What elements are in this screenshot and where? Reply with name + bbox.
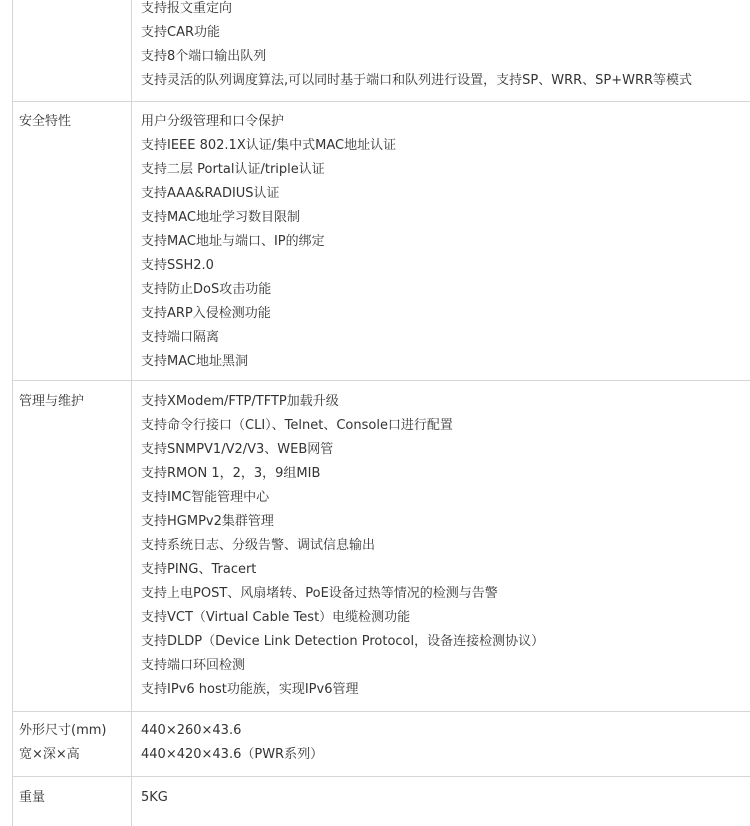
spec-item: 5KG bbox=[141, 790, 168, 805]
spec-item: 支持IMC智能管理中心 bbox=[141, 490, 270, 505]
table-column-divider bbox=[131, 0, 132, 826]
spec-item: 支持PING、Tracert bbox=[141, 562, 257, 577]
row-divider bbox=[12, 711, 750, 712]
spec-item: 支持RMON 1，2，3，9组MIB bbox=[141, 466, 321, 481]
spec-item: 支持MAC地址与端口、IP的绑定 bbox=[141, 234, 325, 249]
spec-item: 支持命令行接口（CLI）、Telnet、Console口进行配置 bbox=[141, 418, 453, 433]
spec-item: 支持AAA&RADIUS认证 bbox=[141, 186, 280, 201]
row-values-qos bbox=[141, 0, 746, 93]
spec-item: 支持MAC地址学习数目限制 bbox=[141, 210, 300, 225]
spec-item: 支持XModem/FTP/TFTP加载升级 bbox=[141, 394, 339, 409]
spec-item: 支持二层 Portal认证/triple认证 bbox=[141, 162, 325, 177]
spec-item: 440×420×43.6（PWR系列） bbox=[141, 747, 324, 762]
spec-item: 支持防止DoS攻击功能 bbox=[141, 282, 272, 297]
spec-item: 支持SSH2.0 bbox=[141, 258, 214, 273]
spec-item: 支持DLDP（Device Link Detection Protocol，设备连接检测协议） bbox=[141, 634, 545, 649]
spec-item: 支持报文重定向 bbox=[141, 1, 233, 16]
row-label-dimensions bbox=[19, 719, 129, 767]
spec-item: 支持CAR功能 bbox=[141, 25, 221, 40]
spec-item: 支持8个端口输出队列 bbox=[141, 49, 267, 64]
spec-item: 支持SNMPV1/V2/V3、WEB网管 bbox=[141, 442, 334, 457]
spec-item: 支持ARP入侵检测功能 bbox=[141, 306, 271, 321]
row-divider bbox=[12, 101, 750, 102]
row-values-weight bbox=[141, 786, 746, 810]
spec-item: 支持上电POST、风扇堵转、PoE设备过热等情况的检测与告警 bbox=[141, 586, 498, 601]
spec-item: 支持MAC地址黑洞 bbox=[141, 354, 248, 369]
spec-item: 支持IEEE 802.1X认证/集中式MAC地址认证 bbox=[141, 138, 397, 153]
dimensions-label-line: 宽×深×高 bbox=[19, 747, 80, 762]
spec-item: 440×260×43.6 bbox=[141, 723, 242, 738]
row-divider bbox=[12, 776, 750, 777]
table-left-border bbox=[12, 0, 13, 826]
row-label-weight: 重量 bbox=[19, 790, 46, 805]
spec-item: 支持VCT（Virtual Cable Test）电缆检测功能 bbox=[141, 610, 411, 625]
spec-table bbox=[12, 0, 750, 826]
spec-item: 支持端口环回检测 bbox=[141, 658, 246, 673]
row-values-security bbox=[141, 110, 746, 374]
row-values-dimensions bbox=[141, 719, 746, 767]
row-values-management bbox=[141, 390, 746, 702]
row-label-security: 安全特性 bbox=[19, 114, 72, 129]
spec-item: 用户分级管理和口令保护 bbox=[141, 114, 285, 129]
row-divider bbox=[12, 380, 750, 381]
spec-item: 支持灵活的队列调度算法,可以同时基于端口和队列进行设置，支持SP、WRR、SP+WRR等模式 bbox=[141, 73, 693, 88]
spec-item: 支持HGMPv2集群管理 bbox=[141, 514, 274, 529]
row-label-management: 管理与维护 bbox=[19, 394, 85, 409]
spec-item: 支持系统日志、分级告警、调试信息输出 bbox=[141, 538, 376, 553]
spec-item: 支持IPv6 host功能族，实现IPv6管理 bbox=[141, 682, 359, 697]
spec-item: 支持端口隔离 bbox=[141, 330, 220, 345]
dimensions-label-line: 外形尺寸(mm) bbox=[19, 723, 107, 738]
